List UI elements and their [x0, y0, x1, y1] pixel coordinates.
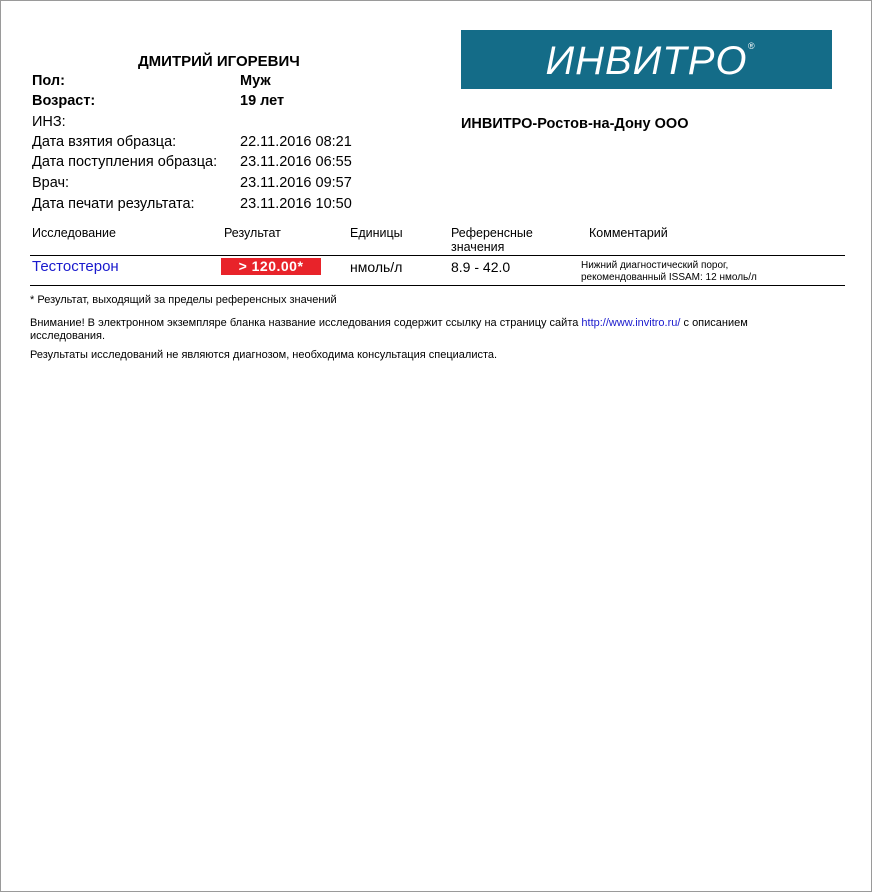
logo-text: ИНВИТРО — [545, 39, 748, 83]
header-reference — [451, 226, 533, 254]
header-test: Исследование — [32, 226, 116, 240]
field-label-sex: Пол: — [32, 73, 65, 89]
field-label-sample-taken: Дата взятия образца: — [32, 134, 177, 150]
field-label-age: Возраст: — [32, 93, 96, 109]
field-label-inz: ИНЗ: — [32, 114, 66, 130]
header-reference-line1: Референсные — [451, 226, 533, 240]
disclaimer-note: Результаты исследований не являются диагнозом, необходима консультация специалиста. — [30, 349, 498, 361]
result-units: нмоль/л — [350, 259, 403, 275]
field-label-doctor: Врач: — [32, 175, 70, 191]
field-value-sex: Муж — [240, 73, 271, 89]
table-top-rule — [30, 255, 845, 256]
header-reference-line2: значения — [451, 240, 505, 254]
field-label-print-date: Дата печати результата: — [32, 196, 195, 212]
attention-text-end: с описанием исследования. — [30, 317, 748, 342]
test-link[interactable]: Тестостерон — [32, 258, 119, 275]
header-comment: Комментарий — [589, 226, 668, 240]
field-label-sample-received: Дата поступления образца: — [32, 154, 218, 170]
field-value-print-date: 23.11.2016 10:50 — [240, 196, 352, 212]
result-badge: > 120.00* — [221, 258, 321, 275]
attention-note — [30, 317, 820, 343]
invitro-site-link[interactable]: http://www.invitro.ru/ — [581, 317, 681, 329]
attention-text: Внимание! В электронном экземпляре бланка название исследования содержит ссылку на страницу сайта — [30, 317, 582, 329]
registered-mark: ® — [748, 41, 755, 51]
field-value-sample-taken: 22.11.2016 08:21 — [240, 134, 352, 150]
lab-name: ИНВИТРО-Ростов-на-Дону ООО — [461, 116, 689, 132]
field-value-age: 19 лет — [240, 93, 285, 109]
invitro-logo — [461, 30, 832, 89]
table-bottom-rule — [30, 285, 845, 286]
out-of-range-note: * Результат, выходящий за пределы референсных значений — [30, 294, 337, 306]
header-units: Единицы — [350, 226, 403, 240]
field-value-sample-received: 23.11.2016 06:55 — [240, 154, 352, 170]
header-result: Результат — [224, 226, 281, 240]
field-value-doctor: 23.11.2016 09:57 — [240, 175, 352, 191]
result-comment — [581, 260, 757, 284]
patient-name: ДМИТРИЙ ИГОРЕВИЧ — [138, 53, 300, 70]
reference-range: 8.9 - 42.0 — [451, 259, 511, 275]
comment-line2: рекомендованный ISSAM: 12 нмоль/л — [581, 272, 757, 283]
comment-line1: Нижний диагностический порог, — [581, 260, 729, 271]
